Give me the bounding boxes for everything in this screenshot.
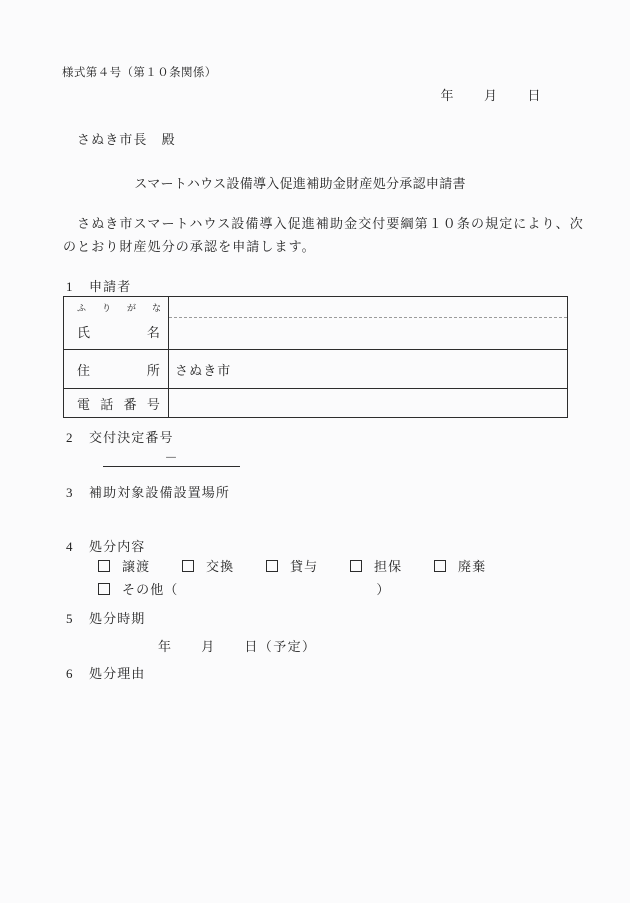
section-heading-disposal-timing (63, 611, 145, 627)
option-loan (266, 556, 350, 575)
furigana-value-area (169, 297, 567, 318)
checkbox-icon (98, 560, 110, 572)
document-title: スマートハウス設備導入促進補助金財産処分承認申請書 (134, 176, 466, 191)
date-line: 年 月 日 (440, 88, 542, 103)
addressee-line: さぬき市長 殿 (77, 132, 176, 147)
address-label-cell (64, 350, 169, 388)
checkbox-icon (266, 560, 278, 572)
option-transfer (98, 556, 182, 575)
section-number: 5 (66, 611, 73, 626)
section-number: 4 (66, 539, 73, 554)
checkbox-icon (98, 583, 110, 595)
section-heading-disposal-content (63, 539, 145, 555)
disposal-options-row-1 (98, 558, 486, 573)
checkbox-icon (434, 560, 446, 572)
option-label: 廃棄 (458, 559, 487, 574)
section-title: 補助対象設備設置場所 (89, 485, 231, 500)
table-row-phone (64, 388, 567, 417)
section-heading-grant-number (63, 430, 174, 446)
disposal-date-line: 年 月 日（予定） (158, 639, 317, 654)
option-exchange (182, 556, 266, 575)
checkbox-icon (182, 560, 194, 572)
section-title: 申請者 (89, 279, 132, 294)
disposal-options-row-2 (98, 581, 391, 596)
address-label: 住所 (77, 362, 161, 378)
checkbox-icon (350, 560, 362, 572)
option-other (98, 579, 391, 598)
section-title: 処分時期 (89, 611, 146, 626)
option-collateral (350, 556, 434, 575)
name-label-cell (64, 297, 169, 349)
section-number: 3 (66, 485, 73, 500)
phone-label: 電話番号 (77, 396, 161, 412)
intro-line-2: のとおり財産処分の承認を申請します。 (63, 239, 316, 254)
other-close-paren: ） (376, 582, 391, 597)
section-heading-disposal-reason (63, 666, 145, 682)
address-value-cell (169, 350, 567, 388)
section-heading-applicant (63, 279, 131, 295)
grant-number-write-line: － (103, 450, 240, 467)
option-label: 譲渡 (122, 559, 151, 574)
option-label: その他（ (122, 582, 179, 597)
intro-line-1: さぬき市スマートハウス設備導入促進補助金交付要綱第１０条の規定により、次 (63, 216, 584, 231)
name-value-cell (169, 297, 567, 349)
intro-paragraph (63, 212, 584, 258)
section-number: 2 (66, 430, 73, 445)
option-label: 交換 (206, 559, 235, 574)
table-row-name (64, 297, 567, 349)
section-title: 交付決定番号 (89, 430, 174, 445)
address-value: さぬき市 (175, 362, 232, 378)
option-label: 担保 (374, 559, 403, 574)
section-number: 1 (66, 279, 73, 294)
phone-value-cell (169, 389, 567, 417)
section-title: 処分内容 (89, 539, 146, 554)
form-number: 様式第４号（第１０条関係） (62, 67, 217, 79)
other-write-space (178, 588, 376, 589)
table-row-address (64, 349, 567, 388)
name-label: 氏名 (77, 325, 161, 340)
section-number: 6 (66, 666, 73, 681)
section-title: 処分理由 (89, 666, 146, 681)
name-value-area (169, 318, 567, 349)
applicant-table (63, 296, 568, 418)
section-heading-location (63, 485, 230, 501)
phone-label-cell (64, 389, 169, 417)
furigana-label: ふりがな (77, 303, 161, 313)
option-discard (434, 556, 486, 575)
option-label: 貸与 (290, 559, 319, 574)
